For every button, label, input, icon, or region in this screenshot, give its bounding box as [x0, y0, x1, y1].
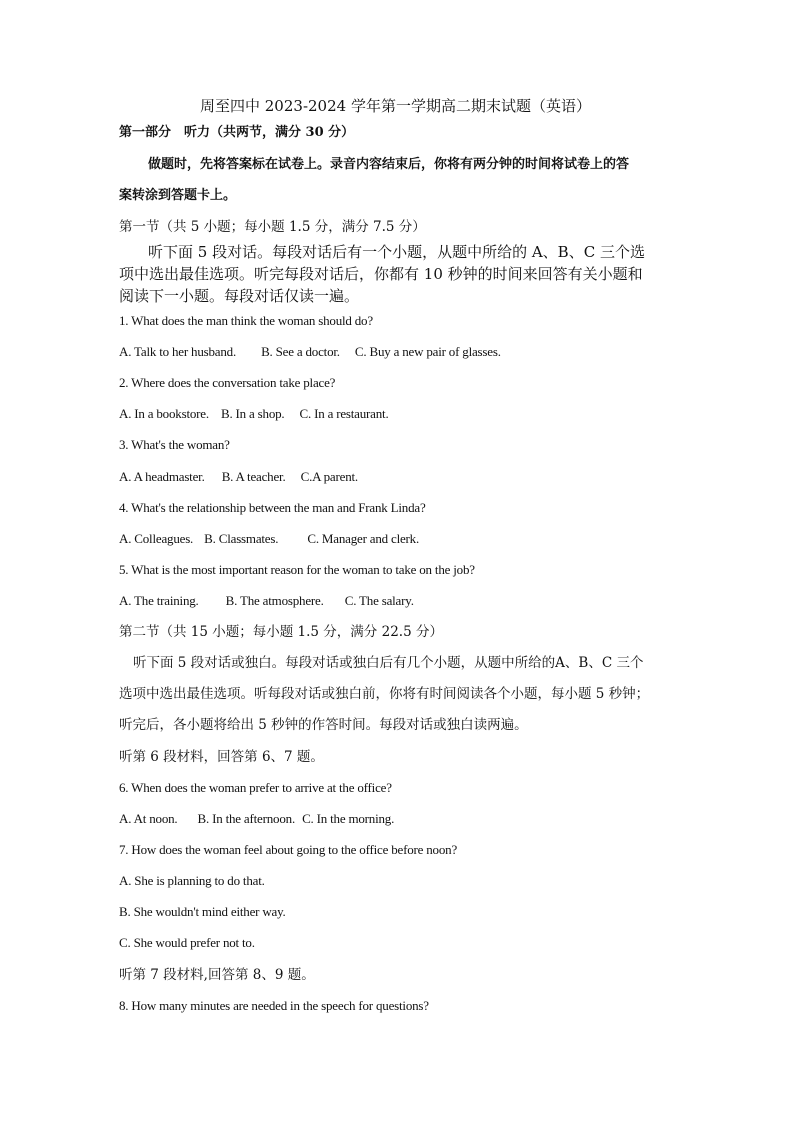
question-5-options: [119, 593, 414, 609]
instruction-line-2: 案转涂到答题卡上。: [119, 188, 237, 203]
material-7-label: 听第 7 段材料,回答第 8、9 题。: [119, 967, 315, 983]
question-4-options: [119, 531, 419, 547]
question-4-stem: 4. What's the relationship between the man and Frank Linda?: [119, 500, 426, 515]
question-2-option-b: B. In a shop.: [220, 406, 285, 421]
question-1-option-b: B. See a doctor.: [261, 344, 340, 359]
question-5-option-c: C. The salary.: [344, 593, 414, 608]
section2-intro-line-3: 听完后，各小题将给出 5 秒钟的作答时间。每段对话或独白读两遍。: [119, 717, 528, 733]
question-5-stem: 5. What is the most important reason for the woman to take on the job?: [119, 562, 475, 577]
question-1-option-c: C. Buy a new pair of glasses.: [354, 344, 501, 359]
question-3-option-a: A. A headmaster.: [119, 469, 205, 484]
question-2-options: [119, 406, 389, 422]
section1-intro-line-1: 听下面 5 段对话。每段对话后有一个小题，从题中所给的 A、B、C 三个选: [148, 243, 645, 261]
part1-heading: 第一部分 听力（共两节，满分 30 分）: [119, 125, 355, 140]
question-6-option-b: B. In the afternoon.: [197, 811, 295, 826]
question-2-stem: 2. Where does the conversation take place?: [119, 375, 336, 390]
question-2-option-a: A. In a bookstore.: [119, 406, 209, 421]
section1-heading: 第一节（共 5 小题；每小题 1.5 分，满分 7.5 分）: [119, 219, 426, 235]
section2-intro-line-2: 选项中选出最佳选项。听每段对话或独白前，你将有时间阅读各个小题，每小题 5 秒钟；: [119, 686, 650, 702]
question-7-option-b: B. She wouldn't mind either way.: [119, 904, 286, 919]
section1-intro-line-2: 项中选出最佳选项。听完每段对话后，你都有 10 秒钟的时间来回答有关小题和: [119, 265, 643, 283]
exam-title: 周至四中 2023-2024 学年第一学期高二期末试题（英语）: [200, 97, 591, 115]
material-6-label: 听第 6 段材料，回答第 6、7 题。: [119, 749, 324, 765]
question-3-option-b: B. A teacher.: [221, 469, 286, 484]
question-5-option-b: B. The atmosphere.: [225, 593, 324, 608]
question-7-option-c: C. She would prefer not to.: [119, 935, 255, 950]
section2-intro-line-1: 听下面 5 段对话或独白。每段对话或独白后有几个小题，从题中所给的A、B、C 三个: [133, 655, 644, 671]
question-6-option-c: C. In the morning.: [302, 811, 395, 826]
question-3-stem: 3. What's the woman?: [119, 437, 230, 452]
question-2-option-c: C. In a restaurant.: [299, 406, 389, 421]
section1-intro-line-3: 阅读下一小题。每段对话仅读一遍。: [119, 287, 360, 305]
question-4-option-c: C. Manager and clerk.: [307, 531, 420, 546]
question-5-option-a: A. The training.: [119, 593, 199, 608]
question-4-option-b: B. Classmates.: [204, 531, 279, 546]
section2-heading: 第二节（共 15 小题；每小题 1.5 分，满分 22.5 分）: [119, 624, 443, 640]
question-8-stem: 8. How many minutes are needed in the speech for questions?: [119, 998, 429, 1013]
question-4-option-a: A. Colleagues.: [119, 531, 194, 546]
question-7-option-a: A. She is planning to do that.: [119, 873, 265, 888]
question-1-options: [119, 344, 501, 360]
question-6-stem: 6. When does the woman prefer to arrive at the office?: [119, 780, 392, 795]
instruction-line-1: 做题时，先将答案标在试卷上。录音内容结束后，你将有两分钟的时间将试卷上的答: [148, 157, 630, 172]
question-6-options: [119, 811, 394, 827]
question-3-option-c: C.A parent.: [300, 469, 358, 484]
question-6-option-a: A. At noon.: [119, 811, 178, 826]
question-3-options: [119, 469, 358, 485]
question-1-option-a: A. Talk to her husband.: [119, 344, 237, 359]
question-1-stem: 1. What does the man think the woman should do?: [119, 313, 373, 328]
question-7-stem: 7. How does the woman feel about going to the office before noon?: [119, 842, 458, 857]
